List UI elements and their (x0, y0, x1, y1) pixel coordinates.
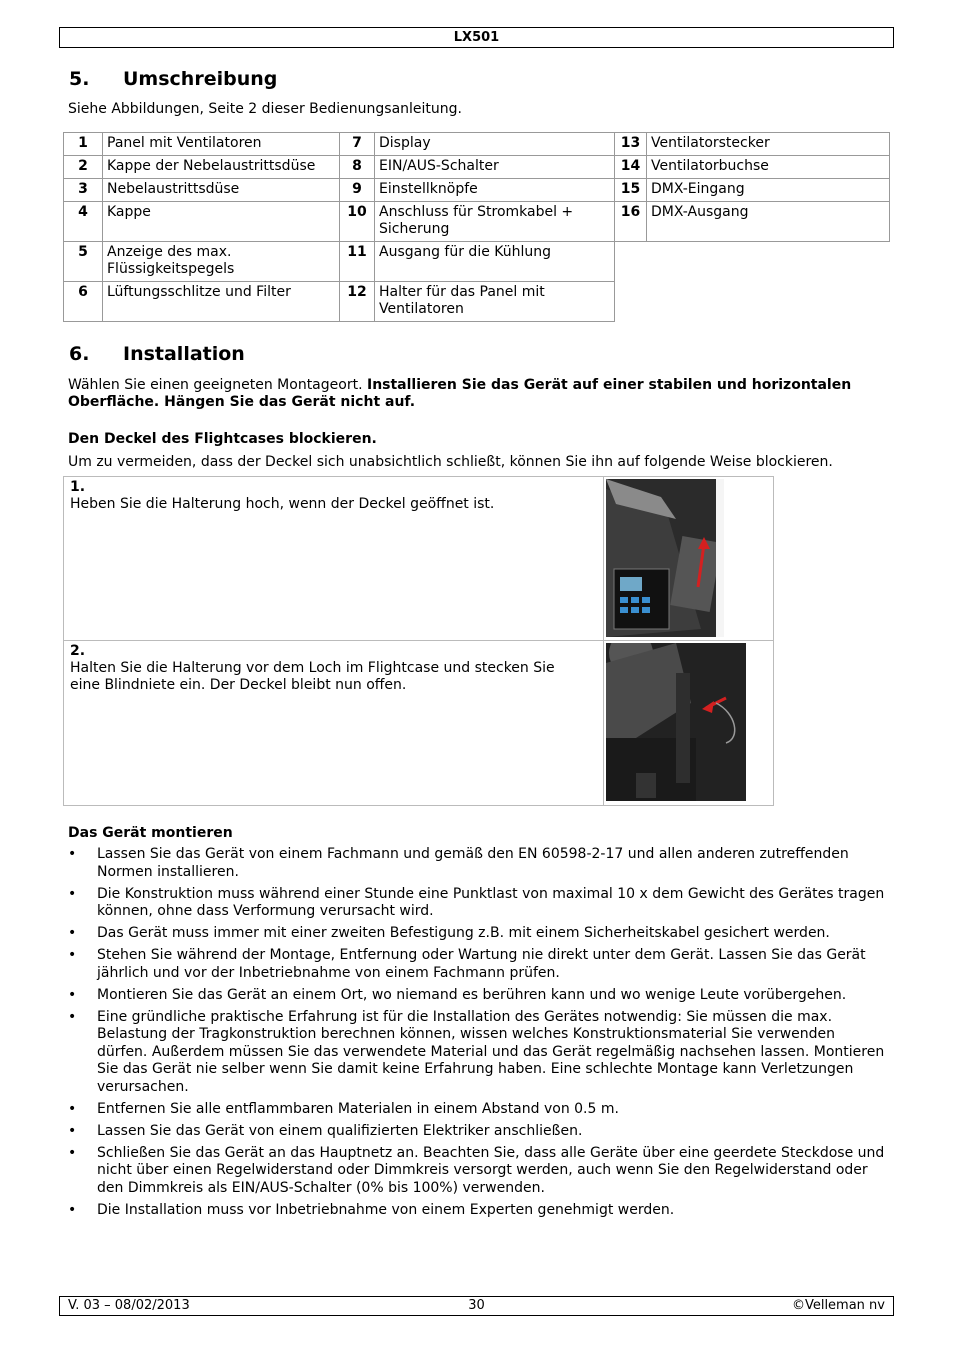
part-number: 4 (64, 202, 103, 242)
mount-heading: Das Gerät montieren (68, 825, 233, 841)
steps-table (63, 476, 774, 806)
part-number: 1 (64, 133, 103, 156)
list-item: • Schließen Sie das Gerät an das Hauptnetz an. Beachten Sie, dass alle Geräte über eine geerdete Steckdose und nicht über einen Regelwiderstand oder Dimmkreis versorgt werden, auch wenn Sie den Regelwiderstand oder den Dimmkreis als EIN/AUS-Schalter (0% bis 100%) verwenden. (68, 1145, 888, 1198)
empty-cell (615, 282, 890, 322)
section-6-intro (68, 377, 888, 411)
part-label: DMX-Ausgang (647, 202, 890, 242)
step-1 (64, 477, 603, 515)
step-2 (64, 641, 603, 696)
step-text: Halten Sie die Halterung vor dem Loch im Flightcase und stecken Sie eine Blindniete ein. Der Deckel bleibt nun offen. (70, 660, 555, 693)
flightcase-photo-2 (606, 643, 746, 801)
part-number: 6 (64, 282, 103, 322)
list-item: • Stehen Sie während der Montage, Entfernung oder Wartung nie direkt unter dem Gerät. Lassen Sie das Gerät jährlich und vor der Inbetriebnahme von einem Fachmann prüfen. (68, 947, 888, 982)
part-label: Anschluss für Stromkabel + Sicherung (375, 202, 615, 242)
list-item: • Das Gerät muss immer mit einer zweiten Befestigung z.B. mit einem Sicherheitskabel gesichert werden. (68, 925, 888, 943)
table-row (64, 156, 890, 179)
part-label: Ventilatorbuchse (647, 156, 890, 179)
part-label: Kappe (103, 202, 340, 242)
list-item: • Lassen Sie das Gerät von einem Fachmann und gemäß den EN 60598-2-17 und allen anderen zutreffenden Normen installieren. (68, 846, 888, 881)
page-header (59, 27, 894, 48)
part-label: Display (375, 133, 615, 156)
model-name: LX501 (453, 30, 500, 45)
section-5-intro: Siehe Abbildungen, Seite 2 dieser Bedienungsanleitung. (68, 101, 462, 117)
part-label: Nebelaustrittsdüse (103, 179, 340, 202)
section-number: 6. (69, 343, 90, 365)
table-row (64, 641, 774, 806)
part-label: Einstellknöpfe (375, 179, 615, 202)
part-number: 15 (615, 179, 647, 202)
step-number: 1. (70, 479, 86, 495)
version-date: V. 03 – 08/02/2013 (68, 1298, 190, 1313)
section-title: Installation (123, 343, 245, 365)
flightcase-illustration-1 (606, 479, 746, 637)
lid-intro: Um zu vermeiden, dass der Deckel sich unabsichtlich schließt, können Sie ihn auf folgende Weise blockieren. (68, 454, 833, 470)
part-number: 16 (615, 202, 647, 242)
section-number: 5. (69, 68, 90, 90)
section-6-heading (69, 343, 245, 365)
list-item: • Entfernen Sie alle entflammbaren Materialen in einem Abstand von 0.5 m. (68, 1101, 888, 1119)
page-number: 30 (468, 1298, 485, 1313)
list-item: • Die Installation muss vor Inbetriebnahme von einem Experten genehmigt werden. (68, 1202, 888, 1220)
copyright: ©Velleman nv (791, 1298, 885, 1313)
section-5-heading (69, 68, 277, 90)
part-number: 13 (615, 133, 647, 156)
part-label: Halter für das Panel mit Ventilatoren (375, 282, 615, 322)
list-item: • Eine gründliche praktische Erfahrung ist für die Installation des Gerätes notwendig: Sie müssen die max. Belastung der Tragkonstruktion berechnen können, wissen welches Konstruktionsmaterial Sie verwenden dürfen. Außerdem müssen Sie das verwendete Material und das Gerät regelmäßig nachsehen lassen. Montieren Sie das Gerät nie selber wenn Sie damit keine Erfahrung haben. Eine schlechte Montage kann Verletzungen verursachen. (68, 1009, 888, 1097)
part-number: 12 (340, 282, 375, 322)
table-row (64, 179, 890, 202)
flightcase-illustration-2 (606, 643, 746, 801)
parts-table (63, 132, 890, 322)
part-label: Panel mit Ventilatoren (103, 133, 340, 156)
part-label: EIN/AUS-Schalter (375, 156, 615, 179)
part-number: 7 (340, 133, 375, 156)
page-footer (59, 1296, 894, 1316)
list-item: • Lassen Sie das Gerät von einem qualifizierten Elektriker anschließen. (68, 1123, 888, 1141)
part-number: 3 (64, 179, 103, 202)
part-number: 8 (340, 156, 375, 179)
part-label: DMX-Eingang (647, 179, 890, 202)
part-label: Anzeige des max. Flüssigkeitspegels (103, 242, 340, 282)
table-row (64, 202, 890, 242)
intro-warning: Installieren Sie das Gerät auf einer stabilen und horizontalen Oberfläche. Hängen Sie das Gerät nicht auf. (68, 377, 852, 410)
table-row (64, 242, 890, 282)
part-label: Ausgang für die Kühlung (375, 242, 615, 282)
part-number: 11 (340, 242, 375, 282)
part-number: 14 (615, 156, 647, 179)
table-row (64, 282, 890, 322)
flightcase-photo-1 (606, 479, 746, 637)
table-row (64, 133, 890, 156)
part-number: 10 (340, 202, 375, 242)
list-item: • Die Konstruktion muss während einer Stunde eine Punktlast von maximal 10 x dem Gewicht des Gerätes tragen können, ohne dass Verformung verursacht wird. (68, 886, 888, 921)
lid-heading: Den Deckel des Flightcases blockieren. (68, 431, 377, 447)
list-item: • Montieren Sie das Gerät an einem Ort, wo niemand es berühren kann und wo wenige Leute vorübergehen. (68, 987, 888, 1005)
section-title: Umschreibung (123, 68, 278, 90)
part-number: 9 (340, 179, 375, 202)
part-number: 2 (64, 156, 103, 179)
part-number: 5 (64, 242, 103, 282)
step-number: 2. (70, 643, 86, 659)
step-text: Heben Sie die Halterung hoch, wenn der Deckel geöffnet ist. (70, 496, 495, 512)
intro-text: Wählen Sie einen geeigneten Montageort. (68, 377, 367, 393)
mounting-instructions-list (68, 846, 888, 1224)
part-label: Kappe der Nebelaustrittsdüse (103, 156, 340, 179)
part-label: Lüftungsschlitze und Filter (103, 282, 340, 322)
table-row (64, 477, 774, 641)
part-label: Ventilatorstecker (647, 133, 890, 156)
empty-cell (615, 242, 890, 282)
